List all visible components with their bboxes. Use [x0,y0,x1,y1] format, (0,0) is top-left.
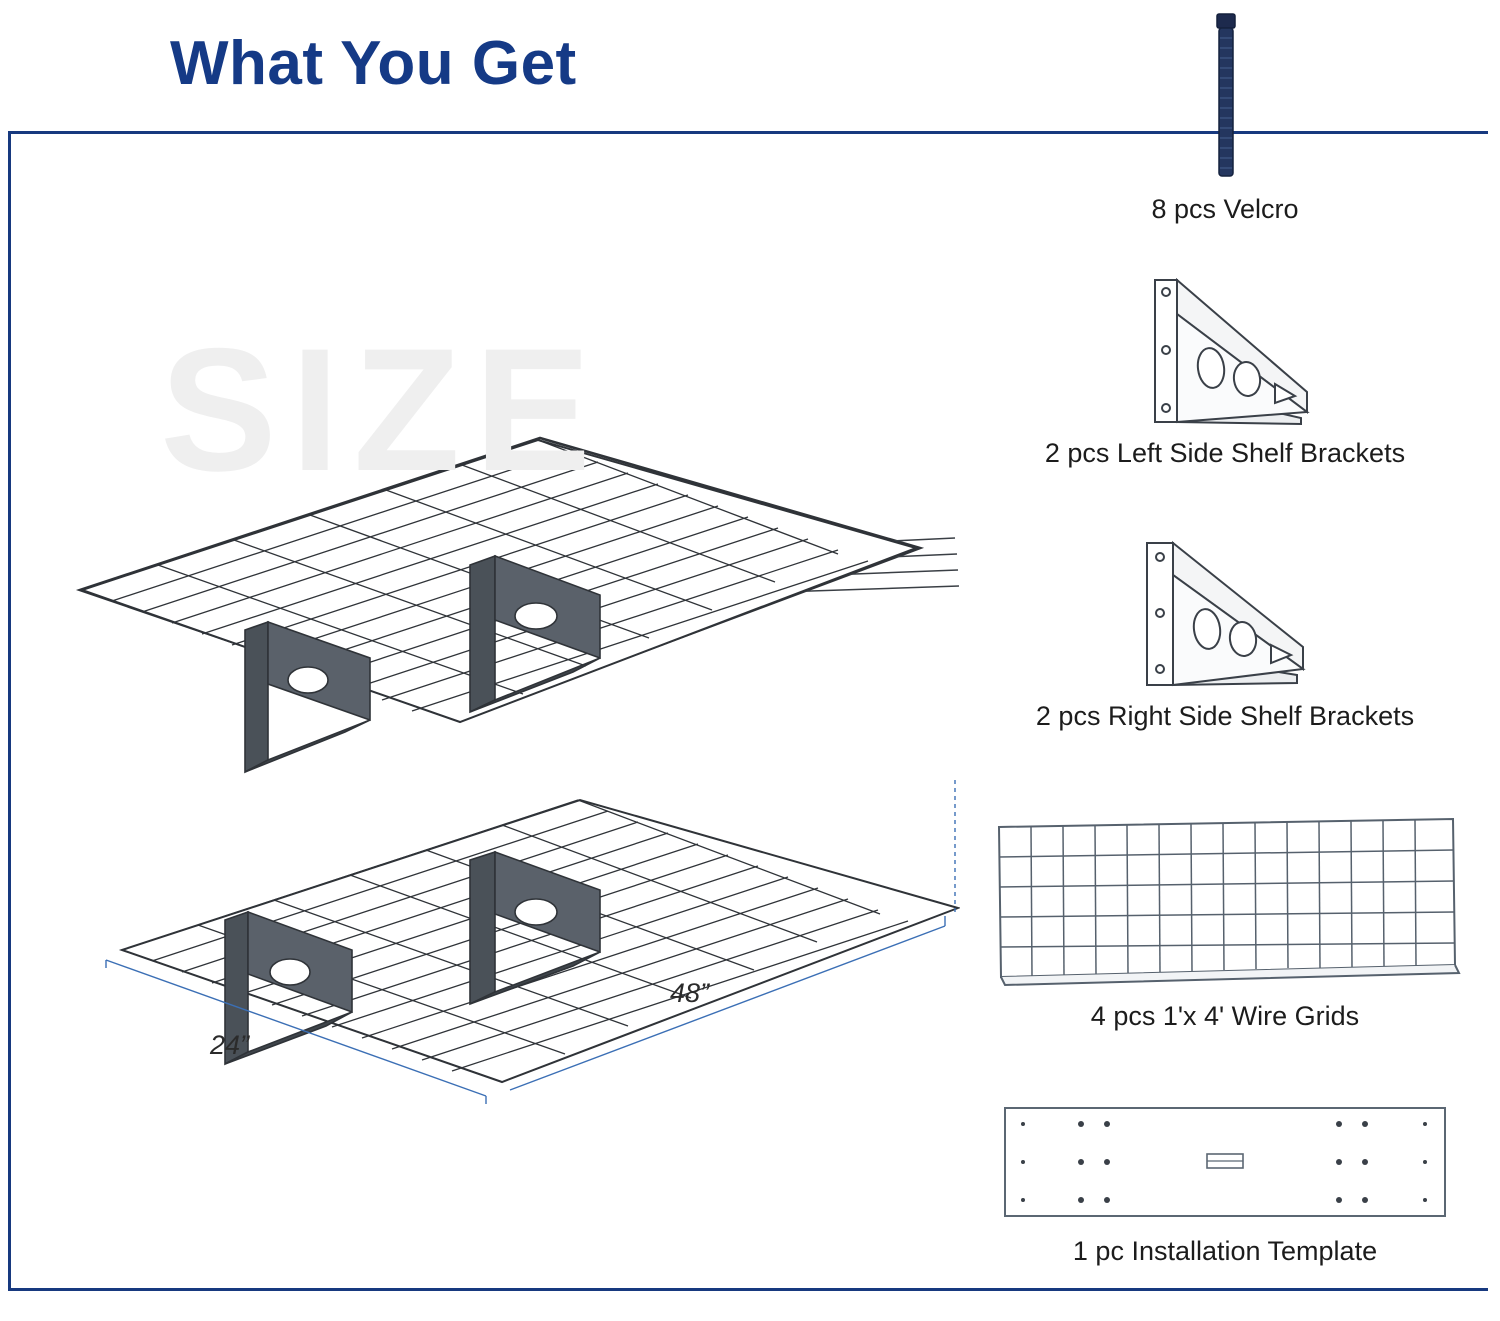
dimension-label-width: 48” [670,978,710,1008]
dimension-label-depth: 24” [210,1030,250,1060]
part-wire-grids [960,805,1490,1032]
parts-list [960,0,1490,1321]
velcro-strap-icon [960,8,1490,188]
product-illustration [40,160,960,1270]
part-caption: 4 pcs 1'x 4' Wire Grids [1090,1001,1360,1031]
part-velcro [960,8,1490,225]
part-right-bracket [960,535,1490,732]
part-left-bracket [960,272,1490,469]
part-caption: 2 pcs Left Side Shelf Brackets [1044,438,1406,468]
part-caption: 2 pcs Right Side Shelf Brackets [1035,701,1415,731]
frame-left-border [8,131,11,1291]
page-title: What You Get [170,29,577,98]
size-watermark: SIZE [160,313,605,508]
part-caption: 8 pcs Velcro [1151,194,1299,224]
wire-grid-icon [960,805,1490,995]
left-shelf-bracket-icon [960,272,1490,432]
installation-template-icon [960,1100,1490,1230]
right-shelf-bracket-icon [960,535,1490,695]
part-caption: 1 pc Installation Template [1072,1236,1378,1266]
part-installation-template [960,1100,1490,1267]
